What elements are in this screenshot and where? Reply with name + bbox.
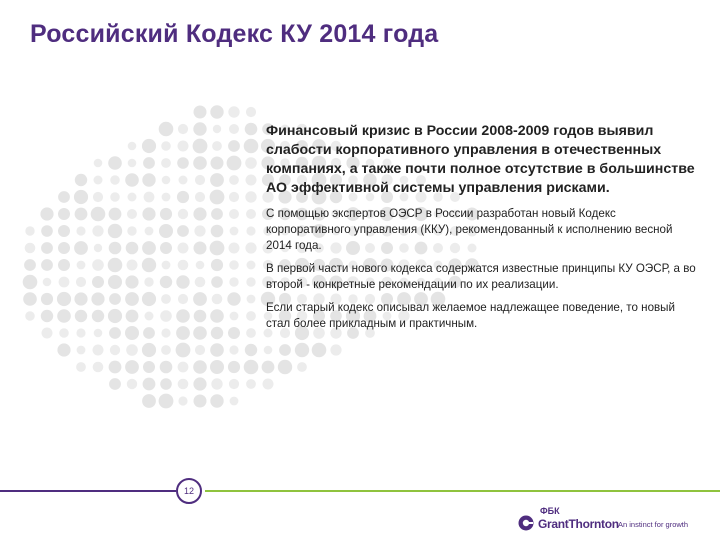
content-block xyxy=(266,122,696,339)
logo-tagline-text: An instinct for growth xyxy=(618,520,689,529)
logo-fbk-text: ФБК xyxy=(540,506,560,516)
footer-rule-right xyxy=(205,490,720,492)
page-number: 12 xyxy=(176,478,202,504)
lead-paragraph: Финансовый кризис в России 2008-2009 годов выявил слабости корпоративного управления в отечественных компаниях, а также почти полное отсутствие в большинстве АО эффективной системы управления рисками. xyxy=(266,123,695,196)
grant-thornton-logo xyxy=(518,506,714,536)
paragraph-1: С помощью экспертов ОЭСР в России разработан новый Кодекс корпоративного управления (ККУ), рекомендованный к исполнению весной 2014 года. xyxy=(266,207,673,252)
paragraph-3: Если старый кодекс описывал желаемое надлежащее поведение, то новый стал более прикладным и практичным. xyxy=(266,301,675,330)
grant-thornton-mark-icon xyxy=(518,515,534,531)
footer-rule-left xyxy=(0,490,176,492)
paragraph-2: В первой части нового кодекса содержатся известные принципы КУ ОЭСР, а во второй - конкретные рекомендации по их реализации. xyxy=(266,262,696,291)
page-title: Российский Кодекс КУ 2014 года xyxy=(30,20,439,48)
logo-name-text: GrantThornton xyxy=(538,517,619,531)
